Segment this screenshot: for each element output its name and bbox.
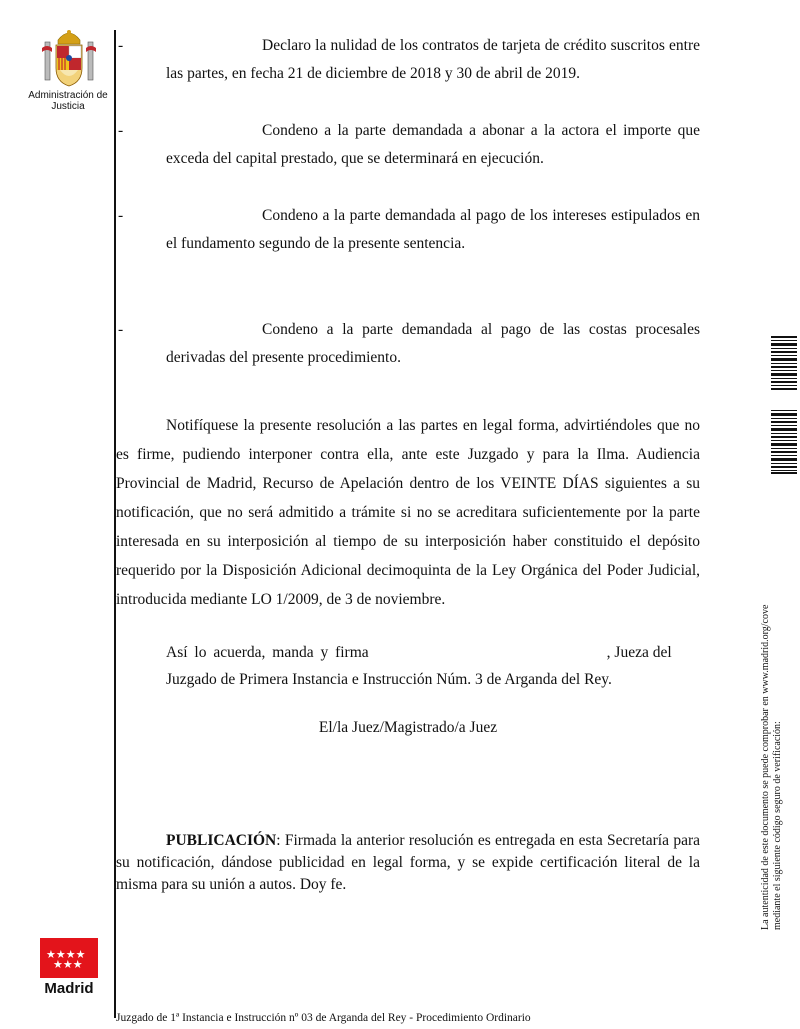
verification-note xyxy=(760,605,784,930)
verification-line-2: mediante el siguiente código seguro de verificación: xyxy=(772,721,783,930)
resolution-item-4 xyxy=(118,316,700,372)
madrid-flag-logo xyxy=(40,938,98,978)
barcode-icon xyxy=(771,410,797,474)
stars-icon xyxy=(40,938,98,978)
signer-line: El/la Juez/Magistrado/a Juez xyxy=(318,719,498,736)
list-dash: - xyxy=(118,207,124,224)
institution-label: Administración de Justicia xyxy=(28,90,108,112)
svg-text:★★★: ★★★ xyxy=(53,958,83,971)
publication-paragraph xyxy=(116,830,700,896)
resolution-item-2 xyxy=(118,117,700,173)
resolution-item-text: Condeno a la parte demandada al pago de las costas procesales derivadas del presente procedimiento. xyxy=(166,321,700,366)
madrid-label: Madrid xyxy=(44,980,94,997)
resolution-item-1 xyxy=(118,32,700,88)
resolution-item-text: Condeno a la parte demandada a abonar a la actora el importe que exceda del capital prestado, que se determinará en ejecución. xyxy=(166,122,700,167)
signature-intro: Así lo acuerda, manda y firma xyxy=(166,644,369,661)
svg-text:★★★★: ★★★★ xyxy=(46,948,86,961)
list-dash: - xyxy=(118,321,124,338)
spain-coat-of-arms-icon xyxy=(40,28,98,90)
signature-paragraph xyxy=(166,639,700,693)
barcode-icon xyxy=(771,336,797,390)
publication-label: PUBLICACIÓN xyxy=(166,832,277,849)
resolution-item-text: Declaro la nulidad de los contratos de tarjeta de crédito suscritos entre las partes, en fecha 21 de diciembre de 2018 y 30 de abril de 2019. xyxy=(166,37,700,82)
resolution-item-text: Condeno a la parte demandada al pago de los intereses estipulados en el fundamento segundo de la presente sentencia. xyxy=(166,207,700,252)
verification-line-1: La autenticidad de este documento se puede comprobar en www.madrid.org/cove xyxy=(760,604,771,930)
signature-role: , Jueza del Juzgado de Primera Instancia e Instrucción Núm. 3 de Arganda del Rey. xyxy=(166,644,672,688)
list-dash: - xyxy=(118,122,124,139)
document-footer: Juzgado de 1ª Instancia e Instrucción nº 03 de Arganda del Rey - Procedimiento Ordinario xyxy=(116,1012,531,1024)
publication-text: : Firmada la anterior resolución es entregada en esta Secretaría para su notificación, dándose publicidad en legal forma, y se expide certificación literal de la misma para su unión a autos. Doy fe. xyxy=(116,832,700,893)
notification-paragraph: Notifíquese la presente resolución a las partes en legal forma, advirtiéndoles que no es firme, pudiendo interponer contra ella, ante este Juzgado y para la Ilma. Audiencia Provincial de Madrid, Recurso de Apelación dentro de los VEINTE DÍAS siguientes a su notificación, que no será admitido a trámite si no se acreditara suficientemente por la parte interesada en su interposición al tiempo de su interposición haber constituido el depósito requerido por la Disposición Adicional decimoquinta de la Ley Orgánica del Poder Judicial, introducida mediante LO 1/2009, de 3 de noviembre. xyxy=(116,417,700,608)
list-dash: - xyxy=(118,37,124,54)
resolution-item-3 xyxy=(118,202,700,258)
